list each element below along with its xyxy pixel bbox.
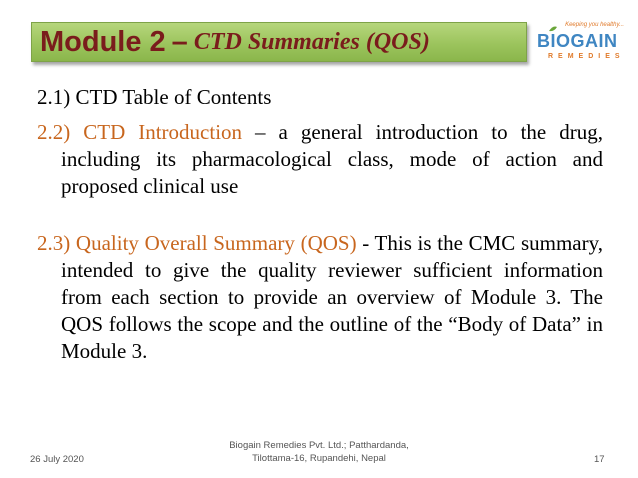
content-item-2-3 bbox=[37, 230, 603, 365]
footer-organization bbox=[219, 439, 419, 465]
content-item-2-2 bbox=[37, 119, 603, 200]
item-2-3-label: 2.3) Quality Overall Summary (QOS) bbox=[37, 231, 357, 255]
footer-org-line1: Biogain Remedies Pvt. Ltd.; Patthardanda, bbox=[229, 440, 409, 451]
slide-title-main: Module 2 bbox=[40, 25, 166, 58]
logo-subtitle: REMEDIES bbox=[548, 53, 625, 60]
logo-name: BIOGAIN bbox=[537, 31, 618, 51]
company-logo bbox=[534, 22, 630, 68]
footer-org-line2: Tilottama-16, Rupandehi, Nepal bbox=[252, 453, 386, 464]
footer-date: 26 July 2020 bbox=[30, 454, 84, 465]
slide-title-subtitle: CTD Summaries (QOS) bbox=[193, 28, 430, 55]
item-2-3-text: - This is the CMC summary, intended to give the quality reviewer sufficient information from each section to provide an overview of Module 3. The QOS follows the scope and the outline of the “Body of Data” in Module 3. bbox=[61, 231, 603, 363]
item-2-1-label: 2.1) CTD Table of Contents bbox=[37, 85, 272, 109]
page-number: 17 bbox=[594, 454, 605, 465]
item-2-2-label: 2.2) CTD Introduction bbox=[37, 120, 243, 144]
slide-title-dash: – bbox=[171, 25, 188, 58]
content-item-2-1 bbox=[37, 84, 603, 111]
slide-title-bar bbox=[31, 22, 527, 62]
logo-tagline: Keeping you healthy... bbox=[565, 22, 624, 28]
slide-content bbox=[37, 84, 603, 365]
item-2-2-text: – a general introduction to the drug, including its pharmacological class, mode of action and proposed clinical use bbox=[61, 120, 603, 198]
